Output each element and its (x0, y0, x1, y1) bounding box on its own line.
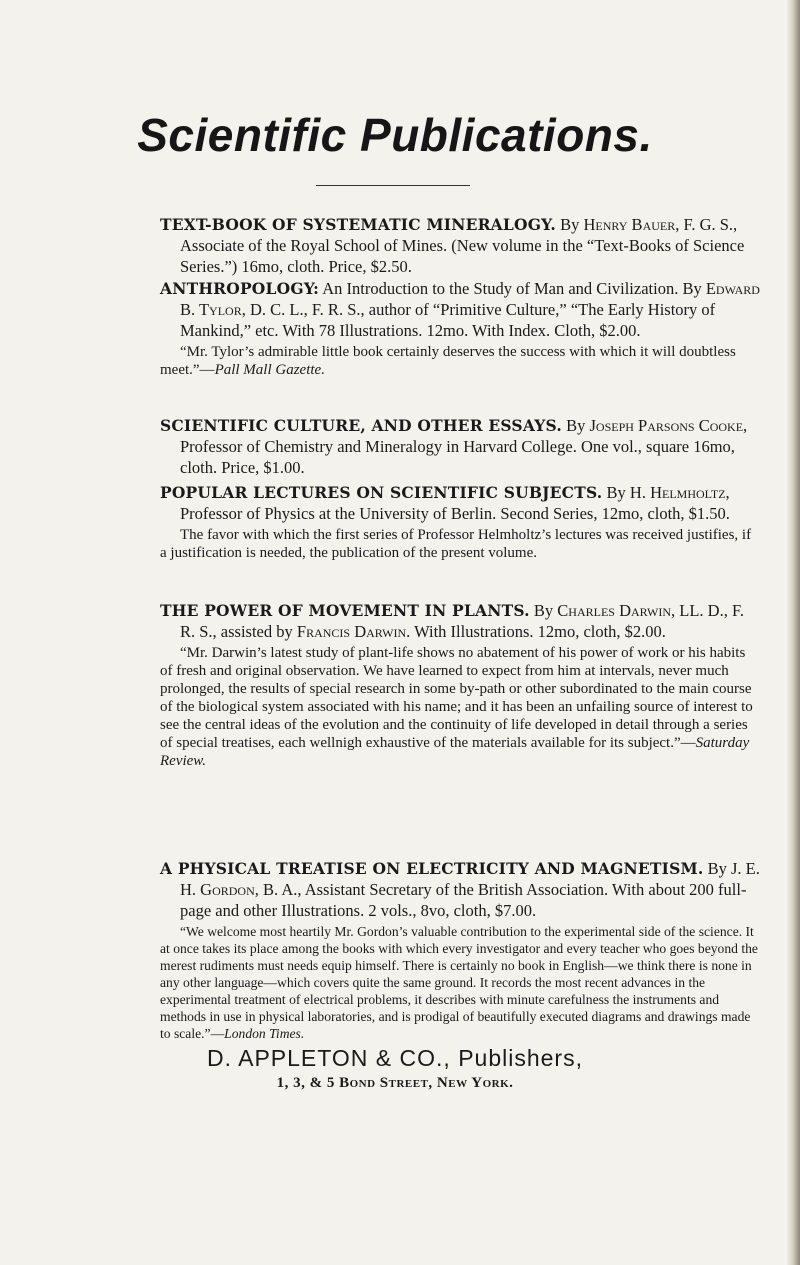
entry-review-quote: “Mr. Darwin’s latest study of plant-life shows no abatement of his power of work or his habits of fresh and original observation. We have learned to expect from him at intervals, never much prolonged, the results of special research in some by-path or other subordinated to the main course of the biological system associated with his name; and it has been an unfailing source of interest to see the central ideas of the evolution and the continuity of life developed in detail through a series of special treatises, each wellnigh exhaustive of the materials available for its subject.”—Saturday Review. (160, 645, 753, 769)
entry-heading: THE POWER OF MOVEMENT IN PLANTS. (160, 601, 530, 620)
entry-text: POPULAR LECTURES ON SCIENTIFIC SUBJECTS. By H. Helmholtz, Professor of Physics at the University of Berlin. Second Series, 12mo, cloth, $1.50. (160, 483, 730, 523)
entry-text: SCIENTIFIC CULTURE, AND OTHER ESSAYS. By Joseph Parsons Cooke, Professor of Chemistry and Mineralogy in Harvard College. One vol., square 16mo, cloth. Price, $1.00. (160, 416, 748, 477)
entry-text: TEXT-BOOK OF SYSTEMATIC MINERALOGY. By Henry Bauer, F. G. S., Associate of the Royal School of Mines. (New volume in the “Text-Books of Science Series.”) 16mo, cloth. Price, $2.50. (160, 215, 745, 276)
entry-author: Charles Darwin (557, 601, 672, 620)
review-source: Saturday Review. (160, 735, 750, 769)
review-source: London Times. (224, 1026, 305, 1041)
entry-review-quote: “We welcome most heartily Mr. Gordon’s valuable contribution to the experimental side of the science. It at once takes its place among the books with which every investigator and every teacher who goes beyond the merest rudiments must needs equip himself. There is certainly no book in English—we think there is none in any other language—which covers quite the same ground. It records the most recent advances in the experimental treatment of electrical problems, it describes with minute carefulness the instruments and methods in use in physical laboratories, and is prodigal of beautifully executed diagrams and drawings made to scale.”—London Times. (160, 924, 758, 1041)
entry-popular-lectures (160, 482, 760, 562)
entry-review-quote: “Mr. Tylor’s admirable little book certainly deserves the success with which it will doubtless meet.”—Pall Mall Gazette. (160, 344, 736, 378)
page-title: Scientific Publications. (137, 109, 653, 161)
entry-author: Edward B. Tylor (180, 279, 760, 319)
title-rule (316, 185, 470, 186)
entry-anthropology (160, 278, 760, 379)
entry-mineralogy (160, 214, 760, 277)
entry-text: ANTHROPOLOGY: An Introduction to the Study of Man and Civilization. By Edward B. Tylor, D. C. L., F. R. S., author of “Primitive Culture,” “The Early History of Mankind,” etc. With 78 Illustrations. 12mo. With Index. Cloth, $2.00. (160, 279, 760, 340)
entry-author: H. Helmholtz (629, 483, 726, 502)
entry-electricity-magnetism (160, 858, 760, 1042)
entry-scientific-culture (160, 415, 760, 478)
review-source: Pall Mall Gazette. (214, 362, 325, 378)
entry-text: A PHYSICAL TREATISE ON ELECTRICITY AND MAGNETISM. By J. E. H. Gordon, B. A., Assistant Secretary of the British Association. With about 200 full-page and other Illustrations. 2 vols., 8vo, cloth, $7.00. (160, 859, 760, 920)
entry-review-quote: The favor with which the first series of Professor Helmholtz’s lectures was received justifies, if a justification is needed, the publication of the present volume. (160, 527, 752, 561)
entry-author: J. E. H. Gordon (180, 859, 760, 899)
publisher-address: 1, 3, & 5 Bond Street, New York. (276, 1075, 514, 1091)
entry-power-of-movement (160, 600, 760, 770)
entry-heading: POPULAR LECTURES ON SCIENTIFIC SUBJECTS. (160, 483, 603, 502)
entry-heading: SCIENTIFIC CULTURE, AND OTHER ESSAYS. (160, 416, 562, 435)
entry-author: Henry Bauer (583, 215, 676, 234)
entry-coauthor: Francis Darwin (296, 622, 407, 641)
entry-text: THE POWER OF MOVEMENT IN PLANTS. By Charles Darwin, LL. D., F. R. S., assisted by Francis Darwin. With Illustrations. 12mo, cloth, $2.00. (160, 601, 744, 641)
entry-heading: A PHYSICAL TREATISE ON ELECTRICITY AND MAGNETISM. (160, 859, 704, 878)
publisher-name: D. APPLETON & CO., Publishers, (207, 1045, 583, 1071)
entry-heading: ANTHROPOLOGY: (160, 279, 320, 298)
entry-heading: TEXT-BOOK OF SYSTEMATIC MINERALOGY. (160, 215, 556, 234)
entry-author: Joseph Parsons Cooke (589, 416, 744, 435)
